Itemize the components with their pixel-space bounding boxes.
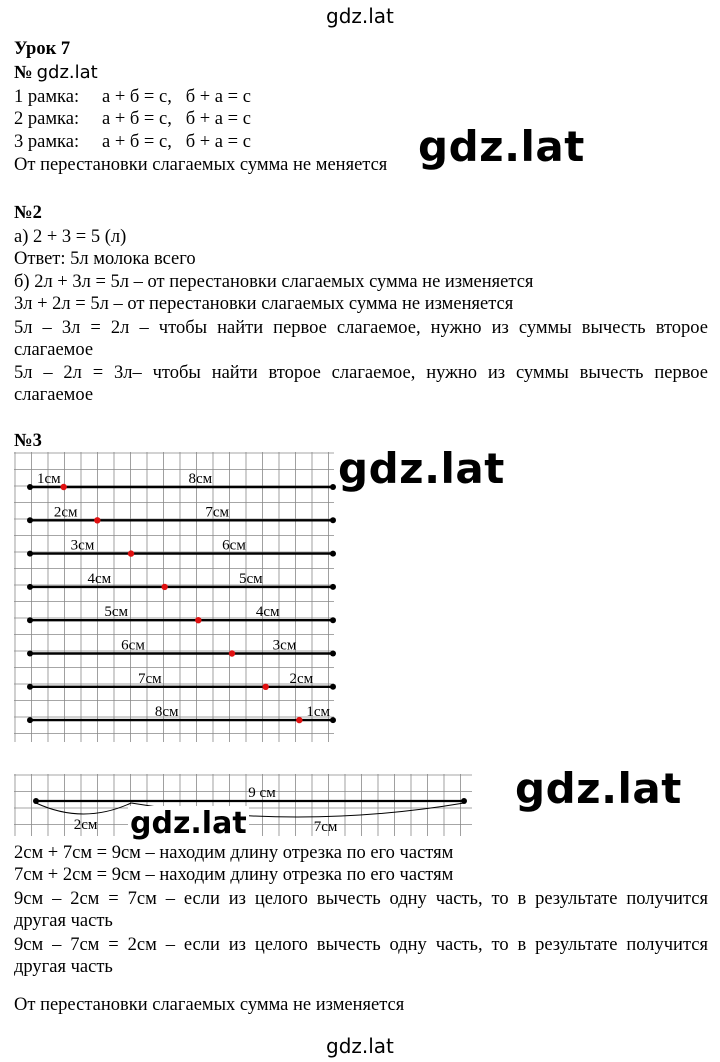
split-point bbox=[60, 484, 66, 490]
task3-line: 9см – 2см = 7см – если из целого вычесть одну часть, то в результате получится bbox=[14, 889, 708, 909]
frame-label: 2 рамка: bbox=[14, 109, 80, 129]
task1-conclusion: От перестановки слагаемых сумма не меняется bbox=[14, 155, 388, 175]
left-part-label: 2см bbox=[53, 504, 78, 521]
watermark-big-1: gdz.lat bbox=[418, 122, 585, 171]
watermark-big-3: gdz.lat bbox=[515, 764, 682, 813]
segment bbox=[27, 471, 336, 490]
segment bbox=[27, 604, 336, 623]
task1-line bbox=[14, 86, 251, 108]
frame-equation: а + б = с, б + а = с bbox=[102, 109, 251, 129]
total-label: 9 см bbox=[248, 785, 276, 801]
segment-endpoint bbox=[27, 551, 33, 557]
segment bbox=[27, 571, 336, 590]
lesson-title: Урок 7 bbox=[14, 39, 71, 59]
task3-conclusion: От перестановки слагаемых сумма не изменяется bbox=[14, 995, 405, 1015]
task3-line: другая часть bbox=[14, 957, 113, 977]
right-part-label: 1см bbox=[306, 704, 330, 721]
split-point bbox=[195, 617, 201, 623]
right-part-label: 2см bbox=[289, 670, 314, 687]
split-point bbox=[296, 717, 302, 723]
left-part-label: 4см bbox=[87, 570, 112, 587]
task3-line: 7см + 2см = 9см – находим длину отрезка по его частям bbox=[14, 865, 454, 885]
task2-line: Ответ: 5л молока всего bbox=[14, 249, 196, 269]
left-part-label: 1см bbox=[37, 471, 61, 487]
segment-endpoint bbox=[330, 484, 336, 490]
segment-endpoint bbox=[330, 584, 336, 590]
task2-line: 5л – 2л = 3л– чтобы найти второе слагаемое, нужно из суммы вычесть первое bbox=[14, 363, 708, 383]
part1-arc bbox=[36, 803, 131, 814]
split-point bbox=[128, 550, 134, 556]
task2-line: 3л + 2л = 5л – от перестановки слагаемых сумма не изменяется bbox=[14, 294, 514, 314]
left-part-label: 8см bbox=[154, 704, 179, 721]
split-point bbox=[94, 517, 100, 523]
frame-equation: а + б = с, б + а = с bbox=[102, 87, 251, 107]
task2-line: 5л – 3л = 2л – чтобы найти первое слагаемое, нужно из суммы вычесть второе bbox=[14, 318, 708, 338]
segment-endpoint bbox=[330, 717, 336, 723]
segment bbox=[27, 704, 336, 723]
task1-line bbox=[14, 108, 251, 130]
watermark-top: gdz.lat bbox=[326, 4, 394, 28]
task2-number: №2 bbox=[14, 203, 42, 223]
watermark-inline: gdz.lat bbox=[36, 62, 98, 83]
part2-label: 7см bbox=[313, 819, 338, 835]
grid-lines bbox=[14, 452, 334, 742]
left-part-label: 7см bbox=[138, 670, 162, 687]
right-part-label: 3см bbox=[272, 637, 297, 654]
segments-grid-diagram bbox=[14, 452, 336, 744]
right-part-label: 4см bbox=[255, 604, 280, 621]
watermark-over-diagram: gdz.lat bbox=[130, 806, 247, 841]
right-part-label: 6см bbox=[222, 537, 246, 554]
left-part-label: 6см bbox=[121, 637, 145, 654]
split-point bbox=[262, 684, 268, 690]
right-part-label: 8см bbox=[188, 471, 213, 487]
frame-label: 1 рамка: bbox=[14, 87, 80, 107]
segment-endpoint bbox=[330, 684, 336, 690]
task3-number: №3 bbox=[14, 431, 42, 451]
segment-endpoint bbox=[27, 517, 33, 523]
task2-line: слагаемое bbox=[14, 385, 94, 405]
segment-endpoint bbox=[27, 617, 33, 623]
segment-endpoint bbox=[330, 551, 336, 557]
watermark-bottom: gdz.lat bbox=[326, 1034, 394, 1058]
task3-line: 9см – 7см = 2см – если из целого вычесть одну часть, то в результате получится bbox=[14, 935, 708, 955]
task1-line bbox=[14, 131, 251, 153]
segment bbox=[27, 671, 336, 690]
split-point bbox=[161, 584, 167, 590]
segment-endpoint bbox=[330, 651, 336, 657]
left-part-label: 5см bbox=[104, 604, 128, 621]
task2-line: б) 2л + 3л = 5л – от перестановки слагаемых сумма не изменяется bbox=[14, 272, 534, 292]
task2-line: а) 2 + 3 = 5 (л) bbox=[14, 227, 127, 247]
frame-equation: а + б = с, б + а = с bbox=[102, 132, 251, 152]
segment-endpoint bbox=[27, 684, 33, 690]
left-part-label: 3см bbox=[70, 537, 95, 554]
task3-line: другая часть bbox=[14, 911, 113, 931]
frame-label: 3 рамка: bbox=[14, 132, 80, 152]
segment bbox=[27, 538, 336, 557]
part1-label: 2см bbox=[73, 817, 98, 833]
right-part-label: 7см bbox=[205, 504, 229, 521]
segment bbox=[27, 638, 336, 657]
segment-endpoint bbox=[27, 651, 33, 657]
segment bbox=[27, 504, 336, 523]
segment-endpoint bbox=[27, 484, 33, 490]
task1-number: № gdz.lat bbox=[14, 62, 98, 83]
watermark-big-2: gdz.lat bbox=[338, 444, 505, 493]
segment-endpoint bbox=[330, 517, 336, 523]
segment-endpoint bbox=[27, 717, 33, 723]
split-point bbox=[229, 650, 235, 656]
task2-line: слагаемое bbox=[14, 340, 94, 360]
segment-endpoint bbox=[330, 617, 336, 623]
right-part-label: 5см bbox=[239, 570, 263, 587]
segment-endpoint bbox=[27, 584, 33, 590]
task3-line: 2см + 7см = 9см – находим длину отрезка по его частям bbox=[14, 843, 454, 863]
